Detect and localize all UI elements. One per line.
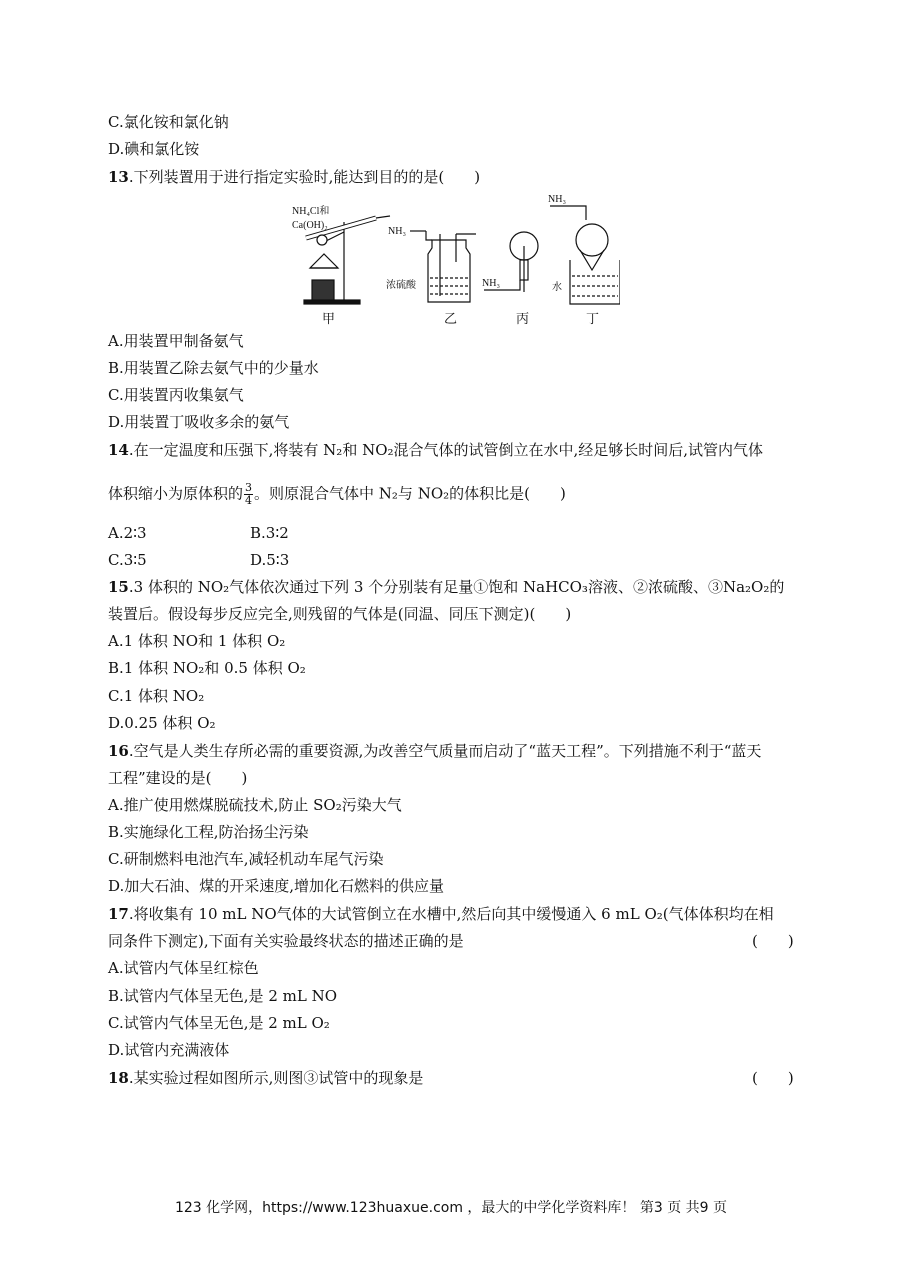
nh3-label-yi: NH₃: [388, 226, 406, 237]
apparatus-figure: [280, 192, 620, 312]
q17-option-c: C.试管内气体呈无色,是 2 mL O₂: [108, 1014, 330, 1032]
q14-option-c: C.3∶5: [108, 551, 147, 569]
page-footer: 123 化学网，https://www.123huaxue.com ，最大的中学化学资料库！ 第3 页 共9 页: [174, 1200, 728, 1216]
nh3-label-bing: NH₃: [482, 278, 500, 289]
q14-options-row1: [108, 523, 147, 543]
q14-option-a: A.2∶3: [108, 524, 147, 542]
q16-option-c: C.研制燃料电池汽车,减轻机动车尾气污染: [108, 850, 384, 868]
acid-label: 浓硫酸: [386, 280, 416, 291]
stem-text: .空气是人类生存所必需的重要资源,为改善空气质量而启动了“蓝天工程”。下列措施不利于“蓝天: [128, 742, 762, 760]
stem-text: 。则原混合气体中 N₂与 NO₂的体积比是( ): [254, 484, 566, 503]
q16-stem-line2: 工程”建设的是( ): [108, 769, 248, 787]
q16-option-d: D.加大石油、煤的开采速度,增加化石燃料的供应量: [108, 877, 445, 895]
apparatus-yi: [410, 231, 476, 302]
q12-option-d: D.碘和氯化铵: [108, 140, 200, 158]
q17-option-d: D.试管内充满液体: [108, 1041, 230, 1059]
q17-stem-line2: 同条件下测定),下面有关实验最终状态的描述正确的是: [108, 932, 464, 950]
water-label: 水: [552, 282, 562, 293]
q16-stem-line1: [108, 741, 761, 761]
q16-option-b: B.实施绿化工程,防治扬尘污染: [108, 823, 309, 841]
q18-stem: [108, 1068, 423, 1088]
q13-option-d: D.用装置丁吸收多余的氨气: [108, 413, 290, 431]
answer-blank: ( ): [752, 932, 794, 950]
question-number: 18: [108, 1069, 129, 1087]
q15-stem-line2: 装置后。假设每步反应完全,则残留的气体是(同温、同压下测定)( ): [108, 605, 572, 623]
reagent-label-a: NH₄Cl和: [292, 206, 330, 217]
question-number: 14: [108, 441, 129, 459]
q14-stem-line2: [108, 482, 566, 507]
q13-option-c: C.用装置丙收集氨气: [108, 386, 244, 404]
reagent-label-b: Ca(OH)₂: [292, 220, 328, 231]
q13-option-a: A.用装置甲制备氨气: [108, 332, 244, 350]
figure-label-ding: 丁: [586, 312, 600, 327]
q12-option-c: C.氯化铵和氯化钠: [108, 113, 229, 131]
question-number: 15: [108, 578, 129, 596]
stem-text: 体积缩小为原体积的: [108, 484, 244, 503]
figure-label-jia: 甲: [322, 312, 336, 327]
q17-stem-line1: [108, 904, 774, 924]
fraction: [244, 482, 253, 507]
answer-blank: ( ): [752, 1069, 794, 1087]
question-number: 16: [108, 742, 129, 760]
stem-text: .某实验过程如图所示,则图③试管中的现象是: [128, 1069, 424, 1087]
q16-option-a: A.推广使用燃煤脱硫技术,防止 SO₂污染大气: [108, 796, 402, 814]
q15-option-d: D.0.25 体积 O₂: [108, 714, 216, 732]
question-number: 13: [108, 168, 129, 186]
q17-option-b: B.试管内气体呈无色,是 2 mL NO: [108, 987, 338, 1005]
q15-option-a: A.1 体积 NO和 1 体积 O₂: [108, 632, 286, 650]
q17-option-a: A.试管内气体呈红棕色: [108, 959, 259, 977]
q14-option-d: D.5∶3: [250, 551, 290, 569]
fraction-numerator: 3: [245, 481, 253, 494]
q15-option-c: C.1 体积 NO₂: [108, 687, 205, 705]
figure-label-bing: 丙: [516, 312, 530, 327]
stem-text: .3 体积的 NO₂气体依次通过下列 3 个分别装有足量①饱和 NaHCO₃溶液、②浓硫酸、③Na₂O₂的: [128, 578, 785, 596]
nh3-label-ding: NH₃: [548, 194, 566, 205]
question-number: 17: [108, 905, 129, 923]
q15-stem-line1: [108, 577, 784, 597]
stem-text: .下列装置用于进行指定实验时,能达到目的的是( ): [128, 168, 481, 186]
stem-text: .在一定温度和压强下,将装有 N₂和 NO₂混合气体的试管倒立在水中,经足够长时间后,试管内气体: [128, 441, 764, 459]
fraction-denominator: 4: [245, 494, 253, 507]
figure-label-yi: 乙: [444, 312, 458, 327]
stem-text: .将收集有 10 mL NO气体的大试管倒立在水槽中,然后向其中缓慢通入 6 mL O₂(气体体积均在相: [128, 905, 774, 923]
q14-option-b: B.3∶2: [250, 524, 289, 542]
q14-stem-line1: [108, 440, 763, 460]
q13-stem: [108, 167, 480, 187]
q15-option-b: B.1 体积 NO₂和 0.5 体积 O₂: [108, 659, 306, 677]
q13-option-b: B.用装置乙除去氨气中的少量水: [108, 359, 319, 377]
